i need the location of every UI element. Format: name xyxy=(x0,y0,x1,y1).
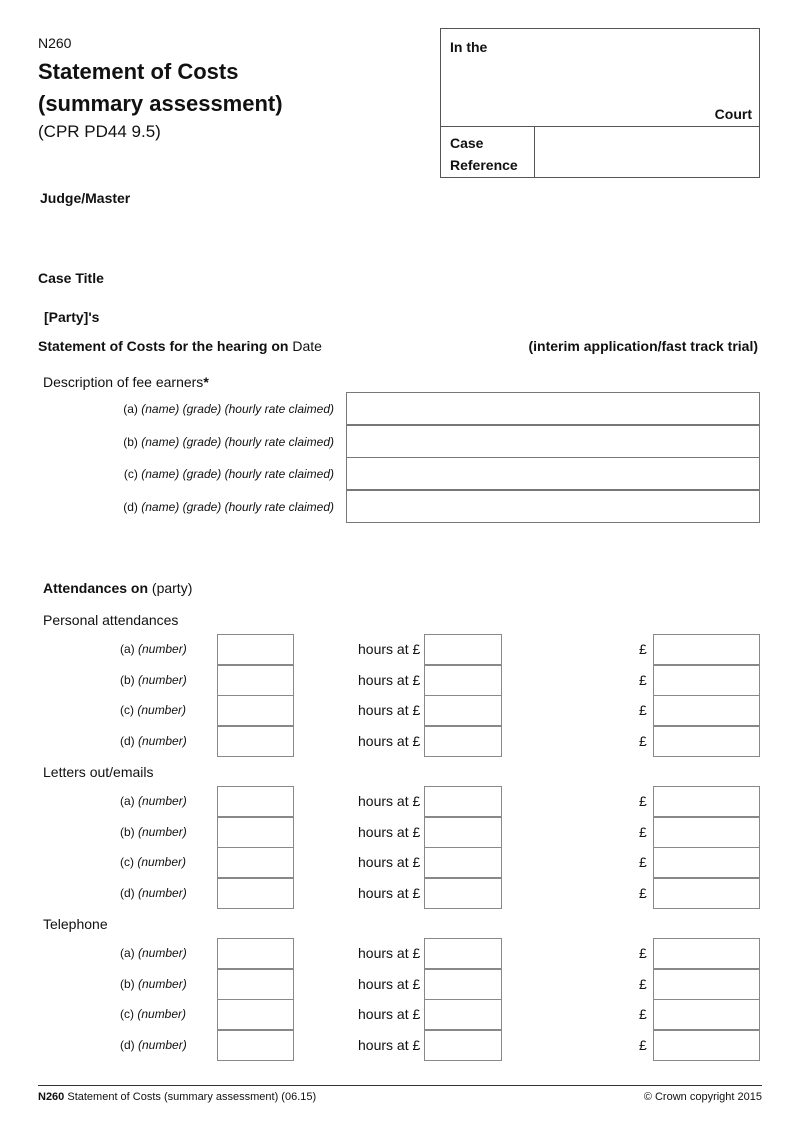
item-letter: (c) xyxy=(120,703,134,717)
footer-text: Statement of Costs (summary assessment) (06.15) xyxy=(67,1091,317,1103)
amount-input[interactable] xyxy=(653,969,760,1000)
number-input[interactable] xyxy=(217,1030,294,1061)
pound-label: £ xyxy=(639,884,647,901)
case-reference-field[interactable] xyxy=(534,126,760,178)
number-input[interactable] xyxy=(217,938,294,969)
item-letter: (a) xyxy=(120,946,135,960)
item-label xyxy=(120,794,187,808)
fee-earner-letter: (d) xyxy=(123,499,138,514)
hours-at-label: hours at £ xyxy=(358,793,421,809)
amount-input[interactable] xyxy=(653,726,760,757)
amount-input[interactable] xyxy=(653,878,760,909)
item-letter: (d) xyxy=(120,885,135,900)
item-letter: (b) xyxy=(120,976,135,991)
item-label xyxy=(120,855,186,869)
item-letter: (c) xyxy=(120,1007,134,1021)
attendances-party: (party) xyxy=(151,580,193,596)
pound-label: £ xyxy=(639,945,647,961)
amount-input[interactable] xyxy=(653,938,760,969)
pound-label: £ xyxy=(639,732,647,749)
hours-at-label: hours at £ xyxy=(358,1006,421,1022)
item-letter: (c) xyxy=(120,855,134,869)
hourly-rate-input[interactable] xyxy=(424,695,502,726)
hours-at-label: hours at £ xyxy=(358,823,421,840)
pound-label: £ xyxy=(639,823,647,840)
hours-at-label: hours at £ xyxy=(358,671,421,688)
fee-earner-input[interactable] xyxy=(346,392,760,425)
hourly-rate-input[interactable] xyxy=(424,817,502,848)
item-letter: (a) xyxy=(120,642,135,656)
hours-at-label: hours at £ xyxy=(358,732,421,749)
item-description: (number) xyxy=(138,733,187,748)
hourly-rate-input[interactable] xyxy=(424,1030,502,1061)
item-label xyxy=(120,886,187,900)
title-line-1: Statement of Costs xyxy=(38,59,239,84)
hourly-rate-input[interactable] xyxy=(424,999,502,1030)
pound-label: £ xyxy=(639,854,647,870)
item-description: (number) xyxy=(138,672,187,687)
pound-label: £ xyxy=(639,641,647,657)
item-label xyxy=(120,703,186,717)
hourly-rate-input[interactable] xyxy=(424,634,502,665)
item-description: (number) xyxy=(138,1037,187,1052)
pound-label: £ xyxy=(639,793,647,809)
title-line-2: (summary assessment) xyxy=(38,91,283,116)
case-reference-label-line1: Case xyxy=(450,135,484,151)
pound-label: £ xyxy=(639,671,647,688)
judge-master-label: Judge/Master xyxy=(40,190,131,206)
amount-input[interactable] xyxy=(653,634,760,665)
pound-label: £ xyxy=(639,1006,647,1022)
item-description: (number) xyxy=(137,703,187,717)
fee-earner-label xyxy=(0,402,334,416)
rule-reference: (CPR PD44 9.5) xyxy=(38,122,161,141)
hours-at-label: hours at £ xyxy=(358,641,421,657)
number-input[interactable] xyxy=(217,726,294,757)
hourly-rate-input[interactable] xyxy=(424,786,502,817)
section-title: Personal attendances xyxy=(43,612,179,628)
fee-earner-description: (name) (grade) (hourly rate claimed) xyxy=(141,499,334,514)
amount-input[interactable] xyxy=(653,847,760,878)
footer-code: N260 xyxy=(38,1091,65,1103)
fee-earners-heading-text: Description of fee earners xyxy=(43,374,204,390)
hourly-rate-input[interactable] xyxy=(424,847,502,878)
number-input[interactable] xyxy=(217,634,294,665)
pound-label: £ xyxy=(639,975,647,992)
footer-divider xyxy=(38,1085,762,1086)
section-title: Letters out/emails xyxy=(43,764,154,780)
hours-at-label: hours at £ xyxy=(358,975,421,992)
form-code: N260 xyxy=(38,35,72,51)
fee-earner-input[interactable] xyxy=(346,425,760,458)
hourly-rate-input[interactable] xyxy=(424,878,502,909)
number-input[interactable] xyxy=(217,817,294,848)
amount-input[interactable] xyxy=(653,1030,760,1061)
item-letter: (b) xyxy=(120,824,135,839)
hourly-rate-input[interactable] xyxy=(424,969,502,1000)
hours-at-label: hours at £ xyxy=(358,945,421,961)
number-input[interactable] xyxy=(217,786,294,817)
item-letter: (d) xyxy=(120,733,135,748)
item-label xyxy=(120,946,187,960)
case-title-label: Case Title xyxy=(38,270,104,286)
fee-earner-label xyxy=(0,500,334,514)
amount-input[interactable] xyxy=(653,999,760,1030)
item-description: (number) xyxy=(138,794,187,808)
hours-at-label: hours at £ xyxy=(358,702,421,718)
case-reference-label-line2: Reference xyxy=(450,157,518,173)
hearing-date: Date xyxy=(292,338,322,354)
number-input[interactable] xyxy=(217,999,294,1030)
in-the-label: In the xyxy=(450,39,488,55)
item-description: (number) xyxy=(137,855,187,869)
item-letter: (a) xyxy=(120,794,135,808)
item-description: (number) xyxy=(137,1007,187,1021)
attendances-heading xyxy=(43,580,192,596)
pound-label: £ xyxy=(639,702,647,718)
item-letter: (d) xyxy=(120,1037,135,1052)
case-reference-label xyxy=(450,132,518,176)
hearing-type: (interim application/fast track trial) xyxy=(528,338,758,354)
item-letter: (b) xyxy=(120,672,135,687)
party-label: [Party]'s xyxy=(44,309,100,325)
item-description: (number) xyxy=(138,824,187,839)
court-name-field[interactable] xyxy=(441,29,759,127)
fee-earner-description: (name) (grade) (hourly rate claimed) xyxy=(141,402,334,416)
item-label xyxy=(120,1038,187,1052)
item-label xyxy=(120,977,187,991)
pound-label: £ xyxy=(639,1036,647,1053)
court-box xyxy=(440,28,760,178)
hearing-line xyxy=(38,338,322,354)
hours-at-label: hours at £ xyxy=(358,884,421,901)
fee-earner-input[interactable] xyxy=(346,457,760,490)
hours-at-label: hours at £ xyxy=(358,854,421,870)
amount-input[interactable] xyxy=(653,817,760,848)
item-label xyxy=(120,734,187,748)
number-input[interactable] xyxy=(217,847,294,878)
fee-earner-description: (name) (grade) (hourly rate claimed) xyxy=(141,467,334,481)
hearing-prefix: Statement of Costs for the hearing on xyxy=(38,338,289,354)
amount-input[interactable] xyxy=(653,665,760,696)
footer-copyright: © Crown copyright 2015 xyxy=(643,1091,762,1103)
fee-earners-heading xyxy=(43,374,209,390)
section-title: Telephone xyxy=(43,916,108,932)
court-label: Court xyxy=(714,106,752,122)
hourly-rate-input[interactable] xyxy=(424,938,502,969)
fee-earner-letter: (c) xyxy=(123,467,138,481)
number-input[interactable] xyxy=(217,878,294,909)
item-description: (number) xyxy=(138,976,187,991)
item-label xyxy=(120,1007,186,1021)
hourly-rate-input[interactable] xyxy=(424,665,502,696)
amount-input[interactable] xyxy=(653,786,760,817)
item-description: (number) xyxy=(138,885,187,900)
item-label xyxy=(120,673,187,687)
item-description: (number) xyxy=(138,946,187,960)
asterisk: * xyxy=(203,374,209,390)
hours-at-label: hours at £ xyxy=(358,1036,421,1053)
fee-earner-description: (name) (grade) (hourly rate claimed) xyxy=(141,434,334,449)
item-description: (number) xyxy=(138,642,187,656)
fee-earner-label xyxy=(0,435,334,449)
fee-earner-letter: (b) xyxy=(123,434,138,449)
fee-earner-label xyxy=(0,467,334,481)
item-label xyxy=(120,825,187,839)
page-title xyxy=(38,56,283,120)
hourly-rate-input[interactable] xyxy=(424,726,502,757)
amount-input[interactable] xyxy=(653,695,760,726)
footer-form-id xyxy=(38,1091,316,1103)
number-input[interactable] xyxy=(217,969,294,1000)
number-input[interactable] xyxy=(217,695,294,726)
attendances-heading-text: Attendances on xyxy=(43,580,149,596)
fee-earner-letter: (a) xyxy=(123,402,138,416)
fee-earner-input[interactable] xyxy=(346,490,760,523)
item-label xyxy=(120,642,187,656)
number-input[interactable] xyxy=(217,665,294,696)
